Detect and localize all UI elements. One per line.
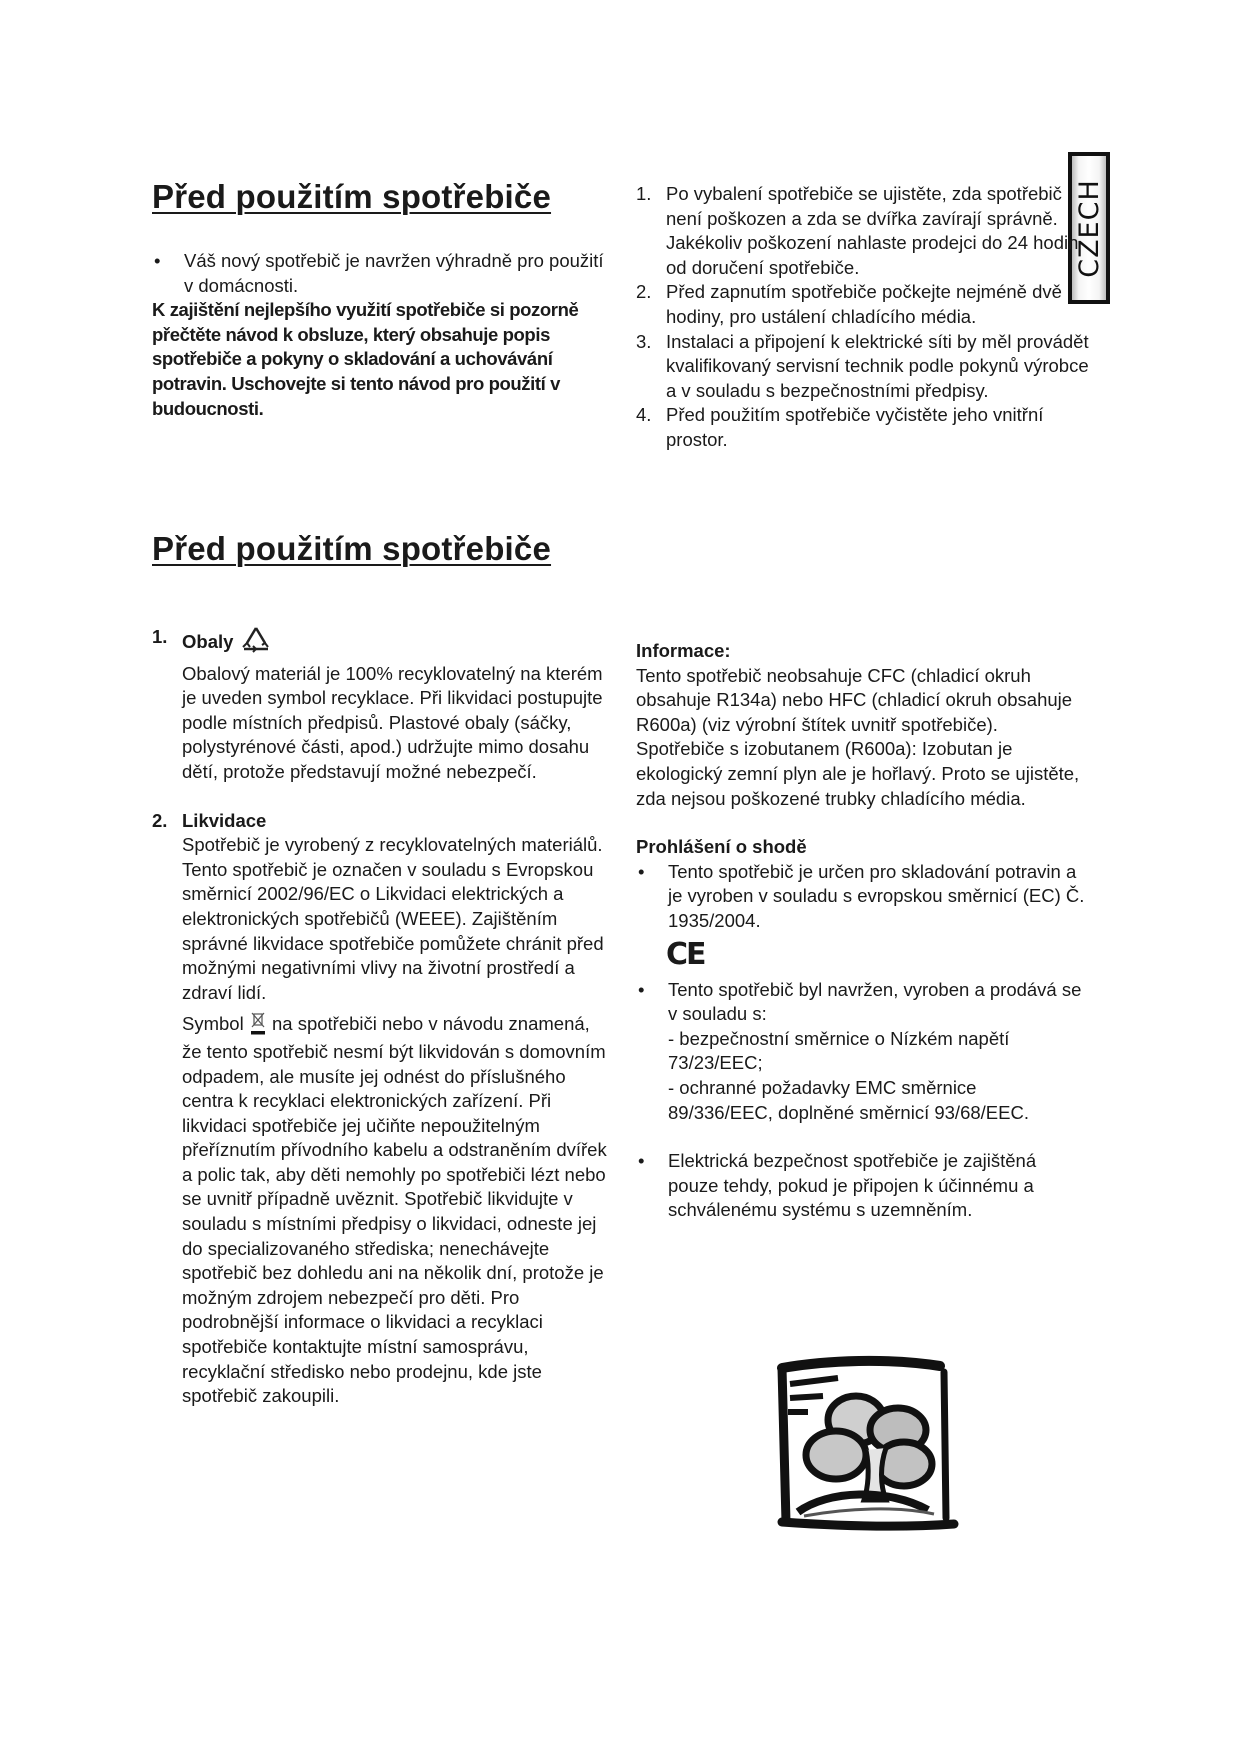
symbol-prefix: Symbol [182, 1013, 244, 1035]
packaging-text: Obalový materiál je 100% recyklovatelný na kterém je uveden symbol recyklace. Při likvidaci postupujte podle místních předpisů. Plastové obaly (sáčky, polystyrénové části, apod.) udržujte mimo dosahu dětí, protože představují možné nebezpečí. [182, 662, 603, 782]
tree-icon [768, 1340, 968, 1540]
conformity-line: Tento spotřebič byl navržen, vyroben a prodává se v souladu s: [668, 978, 1082, 1025]
list-number: 3. [636, 330, 652, 352]
conformity-bullet: • Tento spotřebič byl navržen, vyroben a prodává se v souladu s: - bezpečnostní směrnice o Nízkém napětí 73/23/EEC; - ochranné požadavky EMC směrnice 89/336/EEC, doplněné směrnicí 93/68/EEC. [636, 978, 1086, 1126]
item-number: 1. [152, 626, 168, 647]
conformity-heading: Prohlášení o shodě [636, 836, 807, 858]
conformity-bullet: • Elektrická bezpečnost spotřebiče je zajištěná pouze tehdy, pokud je připojen k účinnému a schválenému systému s uzemněním. [636, 1149, 1086, 1223]
conformity-bullet-text: Tento spotřebič je určen pro skladování potravin a je vyroben v souladu s evropskou směrnicí (EC) Č. 1935/2004. [668, 860, 1085, 931]
recycle-icon [239, 625, 273, 662]
list-item-text: Před zapnutím spotřebiče počkejte nejméně dvě hodiny, pro ustálení chladícího média. [666, 281, 1062, 327]
tree-eco-logo [768, 1340, 968, 1540]
disposal-heading: Likvidace [182, 809, 267, 831]
info-heading: Informace: [636, 640, 731, 661]
section1-title: Před použitím spotřebiče [152, 178, 552, 215]
list-item [636, 280, 1096, 329]
ce-mark-row [636, 934, 1086, 978]
intro-bold-paragraph: K zajištění nejlepšího využití spotřebiče si pozorně přečtěte návod k obsluze, který obsahuje popis spotřebiče a pokyny o skladování a uchovávání potravin. Uschovejte si tento návod pro použití v budoucnosti. [152, 299, 579, 419]
section2-title: Před použitím spotřebiče [152, 530, 552, 567]
list-item-text: Před použitím spotřebiče vyčistěte jeho vnitřní prostor. [666, 404, 1044, 450]
list-item [636, 182, 1096, 280]
ce-mark-icon: CE [666, 937, 705, 973]
symbol-text: na spotřebiči nebo v návodu znamená, že tento spotřebič nesmí být likvidován s domovním odpadem, ale musíte jej odnést do příslušného centra k recyklaci elektronických zařízení. Při likvidaci spotřebiče jej učiňte nepoužitelným přeříznutím přívodního kabelu a odstraněním dvířek a polic tak, aby děti nemohly po spotřebiči lézt nebo se uvnitř případně uvěznit. Spotřebič likvidujte v souladu s místními předpisy o likvidaci, odneste jej do specializovaného střediska; nenechávejte spotřebič bez dohledu ani na několik dní, protože je možným zdrojem nebezpečí pro děti. Pro podrobnější informace o likvidaci a recyklaci spotřebiče kontaktujte místní samosprávu, recyklační středisko nebo prodejnu, kde jste spotřebič zakoupili. [182, 1013, 607, 1407]
language-tab-label: CZECH [1073, 178, 1105, 278]
intro-bullet-text: Váš nový spotřebič je navržen výhradně pro použití v domácnosti. [184, 250, 604, 296]
list-item-text: Instalaci a připojení k elektrické síti by měl provádět kvalifikovaný servisní technik podle pokynů výrobce a v souladu s bezpečnostními předpisy. [666, 330, 1089, 401]
packaging-item [152, 625, 607, 785]
packaging-heading: Obaly [182, 631, 234, 653]
list-item [636, 403, 1096, 452]
section2-left-column [152, 625, 607, 1409]
section1-intro [152, 249, 607, 421]
conformity-bullet: • Tento spotřebič je určen pro skladování potravin a je vyroben v souladu s evropskou směrnicí (EC) Č. 1935/2004. [636, 860, 1086, 934]
section1-numbered-list [636, 182, 1096, 453]
disposal-text: Spotřebič je vyrobený z recyklovatelných materiálů. Tento spotřebič je označen v souladu s Evropskou směrnicí 2002/96/EC o Likvidaci elektrických a elektronických spotřebičů (WEEE). Zajištěním správné likvidace spotřebiče pomůžete chránit před možnými negativními vlivy na životní prostředí a zdraví lidí. [182, 834, 604, 1003]
item-number: 2. [152, 809, 168, 831]
list-number: 1. [636, 183, 652, 204]
weee-paragraph [182, 1011, 607, 1409]
list-number: 4. [636, 404, 652, 426]
list-item-text: Po vybalení spotřebiče se ujistěte, zda spotřebič není poškozen a zda se dvířka zavírají správně. Jakékoliv poškození nahlaste prodejci do 24 hodin od doručení spotřebiče. [666, 183, 1079, 278]
bullet-dot: • [154, 250, 161, 271]
intro-bullet [152, 249, 607, 298]
conformity-line: - ochranné požadavky EMC směrnice 89/336/EEC, doplněné směrnicí 93/68/EEC. [668, 1076, 1029, 1123]
crossed-bin-icon [249, 1011, 267, 1040]
info-text-1: Tento spotřebič neobsahuje CFC (chladicí okruh obsahuje R134a) nebo HFC (chladicí okruh obsahuje R600a) (viz výrobní štítek uvnitř spotřebiče). [636, 664, 1073, 735]
info-text-2: Spotřebiče s izobutanem (R600a): Izobutan je ekologický zemní plyn ale je hořlavý. Proto se ujistěte, zda nejsou poškozené trubky chladícího média. [636, 738, 1080, 809]
section2-right-column [636, 639, 1086, 1223]
conformity-line: - bezpečnostní směrnice o Nízkém napětí 73/23/EEC; [668, 1027, 1010, 1074]
list-number: 2. [636, 281, 652, 303]
conformity-bullet-text: Elektrická bezpečnost spotřebiče je zajištěná pouze tehdy, pokud je připojen k účinnému a schválenému systému s uzemněním. [668, 1150, 1037, 1221]
disposal-item [152, 809, 607, 1409]
list-item [636, 330, 1096, 404]
